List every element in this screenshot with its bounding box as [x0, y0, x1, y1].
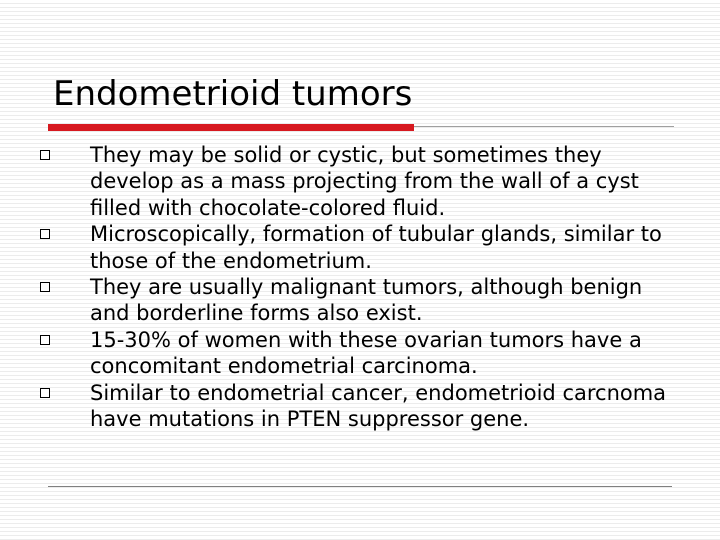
- hollow-square-icon: [40, 229, 50, 239]
- hollow-square-icon: [40, 335, 50, 345]
- bullet-item: [40, 380, 680, 433]
- title-underline-rule: [414, 126, 674, 127]
- hollow-square-icon: [40, 282, 50, 292]
- bullet-item: [40, 274, 680, 327]
- bullet-text: They are usually malignant tumors, although benign and borderline forms also exist.: [90, 275, 643, 326]
- bullet-item: [40, 221, 680, 274]
- bullet-item: [40, 142, 680, 221]
- title-underline-accent: [48, 124, 414, 131]
- hollow-square-icon: [40, 388, 50, 398]
- bullet-text: Similar to endometrial cancer, endometrioid carcnoma have mutations in PTEN suppressor gene.: [90, 380, 667, 432]
- bullet-list: [40, 142, 680, 432]
- hollow-square-icon: [40, 150, 50, 160]
- bullet-item: [40, 327, 680, 380]
- bottom-divider: [48, 486, 672, 487]
- bullet-text: They may be solid or cystic, but sometimes they develop as a mass projecting from the wall of a cyst filled with chocolate-colored fluid.: [90, 143, 639, 220]
- bullet-text: Microscopically, formation of tubular glands, similar to those of the endometrium.: [90, 222, 662, 273]
- bullet-text: 15-30% of women with these ovarian tumors have a concomitant endometrial carcinoma.: [90, 327, 642, 379]
- slide-title: Endometrioid tumors: [53, 74, 413, 114]
